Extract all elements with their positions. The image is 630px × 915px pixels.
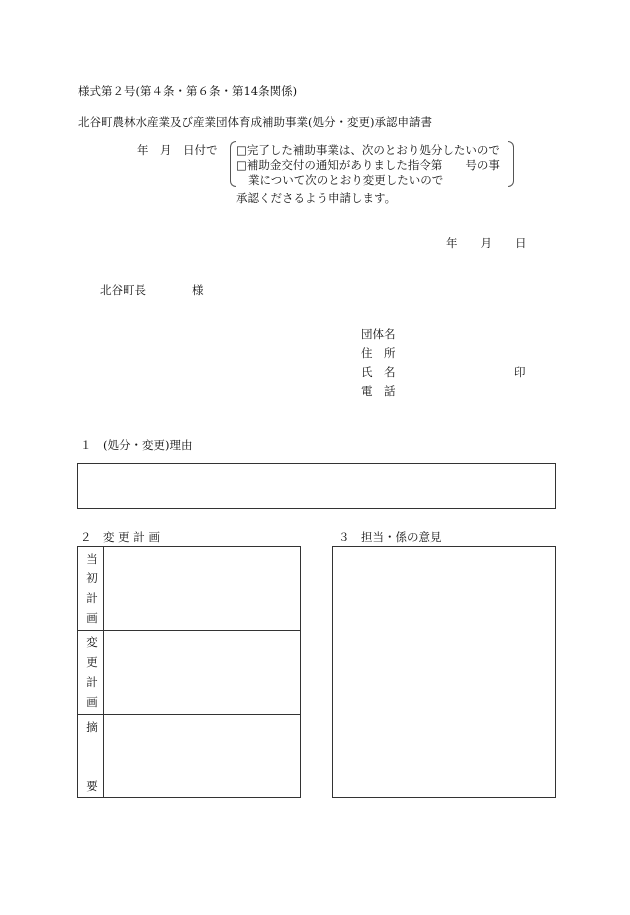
initial-plan-cell[interactable] [104,547,300,630]
option-bracket-right [508,141,514,187]
section1-label: １ (処分・変更)理由 [80,438,193,452]
changed-plan-cell[interactable] [104,631,300,714]
intro-date-reference: 年 月 日付で [137,143,218,157]
section2-label: ２ 変 更 計 画 [80,530,160,544]
option-dispose: □完了した補助事業は、次のとおり処分したいので [236,143,500,157]
reason-box[interactable] [77,463,556,509]
addressee: 北谷町長 様 [100,283,204,297]
option-change: □補助金交付の通知がありました指令第 号の事 [236,158,500,172]
applicant-group-label: 団体名 [361,327,396,341]
section3-label: ３ 担当・係の意見 [338,530,442,544]
option-change-continued: 業について次のとおり変更したいので [248,173,444,187]
seal-mark: 印 [514,365,526,379]
staff-opinion-box[interactable] [332,546,556,798]
date-line: 年 月 日 [446,236,527,250]
document-title: 北谷町農林水産業及び産業団体育成補助事業(処分・変更)承認申請書 [78,115,432,129]
form-number: 様式第２号(第４条・第６条・第14条関係) [78,84,298,98]
applicant-phone-label: 電 話 [361,384,396,398]
applicant-name-label: 氏 名 [361,365,396,379]
applicant-address-label: 住 所 [361,346,396,360]
request-sentence: 承認くださるよう申請します。 [236,191,397,205]
remarks-cell[interactable] [104,715,300,797]
